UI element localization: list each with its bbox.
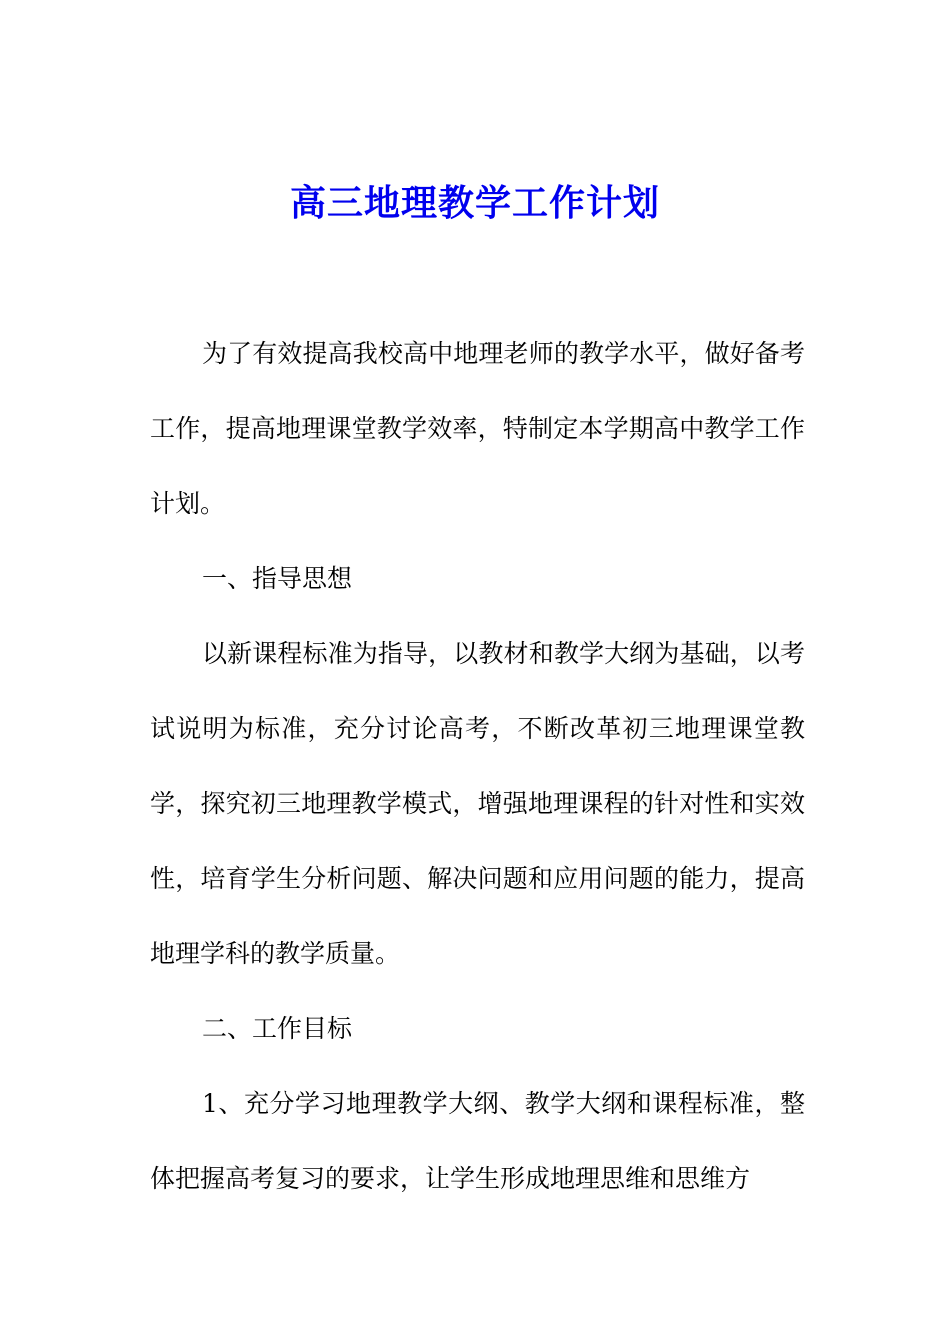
- section-heading-guiding-ideology: 一、指导思想: [202, 564, 353, 593]
- work-goal-item-1: 1、充分学习地理教学大纲、教学大纲和课程标准，整体把握高考复习的要求，让学生形成地理思维和思维方: [150, 1089, 805, 1193]
- document-body: [150, 316, 805, 1216]
- intro-paragraph: 为了有效提高我校高中地理老师的教学水平，做好备考工作，提高地理课堂教学效率，特制定本学期高中教学工作计划。: [150, 339, 805, 518]
- document-title: 高三地理教学工作计划: [289, 182, 660, 224]
- section-heading-work-goals: 二、工作目标: [202, 1014, 353, 1043]
- guiding-ideology-paragraph: 以新课程标准为指导，以教材和教学大纲为基础，以考试说明为标准，充分讨论高考，不断改革初三地理课堂教学，探究初三地理教学模式，增强地理课程的针对性和实效性，培育学生分析问题、解决问题和应用问题的能力，提高地理学科的教学质量。: [150, 639, 805, 968]
